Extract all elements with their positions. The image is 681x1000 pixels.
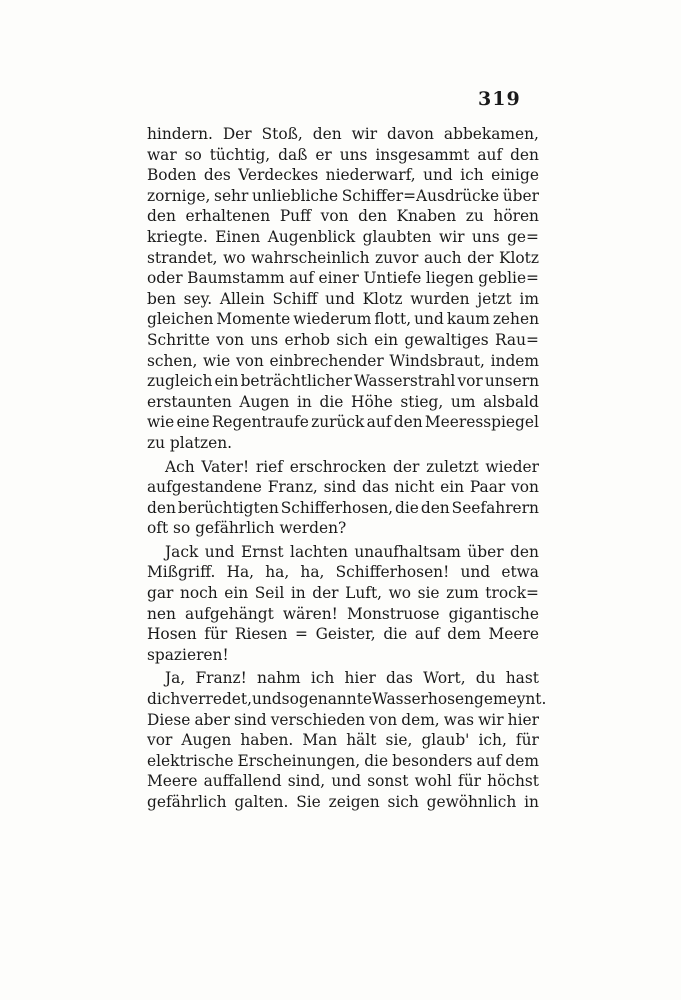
text-line: Ach Vater! rief erschrocken der zuletzt wieder: [165, 457, 539, 476]
body-text: [147, 124, 547, 813]
text-line: spazieren!: [147, 645, 229, 664]
text-line: elektrische Erscheinungen, die besonders auf dem: [147, 751, 539, 770]
text-line: gleichen Momente wiederum flott, und kaum zehen: [147, 310, 539, 329]
paragraph: [147, 668, 547, 812]
text-line: ben sey. Allein Schiff und Klotz wurden jetzt im: [147, 289, 539, 308]
text-line: gefährlich galten. Sie zeigen sich gewöhnlich in: [147, 793, 539, 811]
text-line: vor Augen haben. Man hält sie, glaub' ich, für: [147, 731, 539, 750]
text-line: Boden des Verdeckes niederwarf, und ich einige: [147, 166, 539, 185]
text-line: Hosen für Riesen = Geister, die auf dem Meere: [147, 625, 539, 644]
text-line: nen aufgehängt wären! Monstruose gigantische: [147, 604, 539, 623]
text-line: erstaunten Augen in die Höhe stieg, um alsbald: [147, 392, 539, 411]
paragraph: [147, 457, 539, 539]
text-line: oder Baumstamm auf einer Untiefe liegen geblie=: [147, 269, 539, 288]
text-line: den erhaltenen Puff von den Knaben zu hören: [147, 207, 539, 226]
text-line: war so tüchtig, daß er uns insgesammt auf den: [147, 145, 539, 164]
text-line: Mißgriff. Ha, ha, ha, Schifferhosen! und etwa: [147, 563, 539, 582]
paragraph: [147, 542, 539, 666]
text-line: Diese aber sind verschieden von dem, was wir hier: [147, 710, 539, 729]
text-line: Schritte von uns erhob sich ein gewaltiges Rau=: [147, 330, 539, 349]
text-line: hindern. Der Stoß, den wir davon abbekamen,: [147, 125, 539, 143]
text-line: wie eine Regentraufe zurück auf den Meeresspiegel: [147, 413, 539, 432]
text-line: zornige, sehr unliebliche Schiffer=Ausdrücke über: [147, 186, 539, 205]
text-line: zugleich ein beträchtlicher Wasserstrahl vor unsern: [147, 372, 539, 391]
text-line: aufgestandene Franz, sind das nicht ein Paar von: [147, 478, 539, 497]
text-line: Ja, Franz! nahm ich hier das Wort, du hast: [165, 669, 539, 688]
text-line: gar noch ein Seil in der Luft, wo sie zum trock=: [147, 584, 539, 603]
paragraph: [147, 124, 539, 454]
text-line: dich verredet, und sogenannte Wasserhosen gemeynt.: [147, 690, 547, 709]
text-line: kriegte. Einen Augenblick glaubten wir uns ge=: [147, 227, 539, 246]
text-line: strandet, wo wahrscheinlich zuvor auch der Klotz: [147, 248, 539, 267]
text-line: oft so gefährlich werden?: [147, 519, 347, 538]
text-line: schen, wie von einbrechender Windsbraut, indem: [147, 351, 539, 370]
text-line: Jack und Ernst lachten unaufhaltsam über den: [165, 542, 539, 561]
text-line: Meere auffallend sind, und sonst wohl für höchst: [147, 772, 539, 791]
page-number: 319: [478, 88, 521, 110]
text-line: zu platzen.: [147, 433, 233, 452]
text-line: den berüchtigten Schifferhosen, die den Seefahrern: [147, 498, 539, 517]
